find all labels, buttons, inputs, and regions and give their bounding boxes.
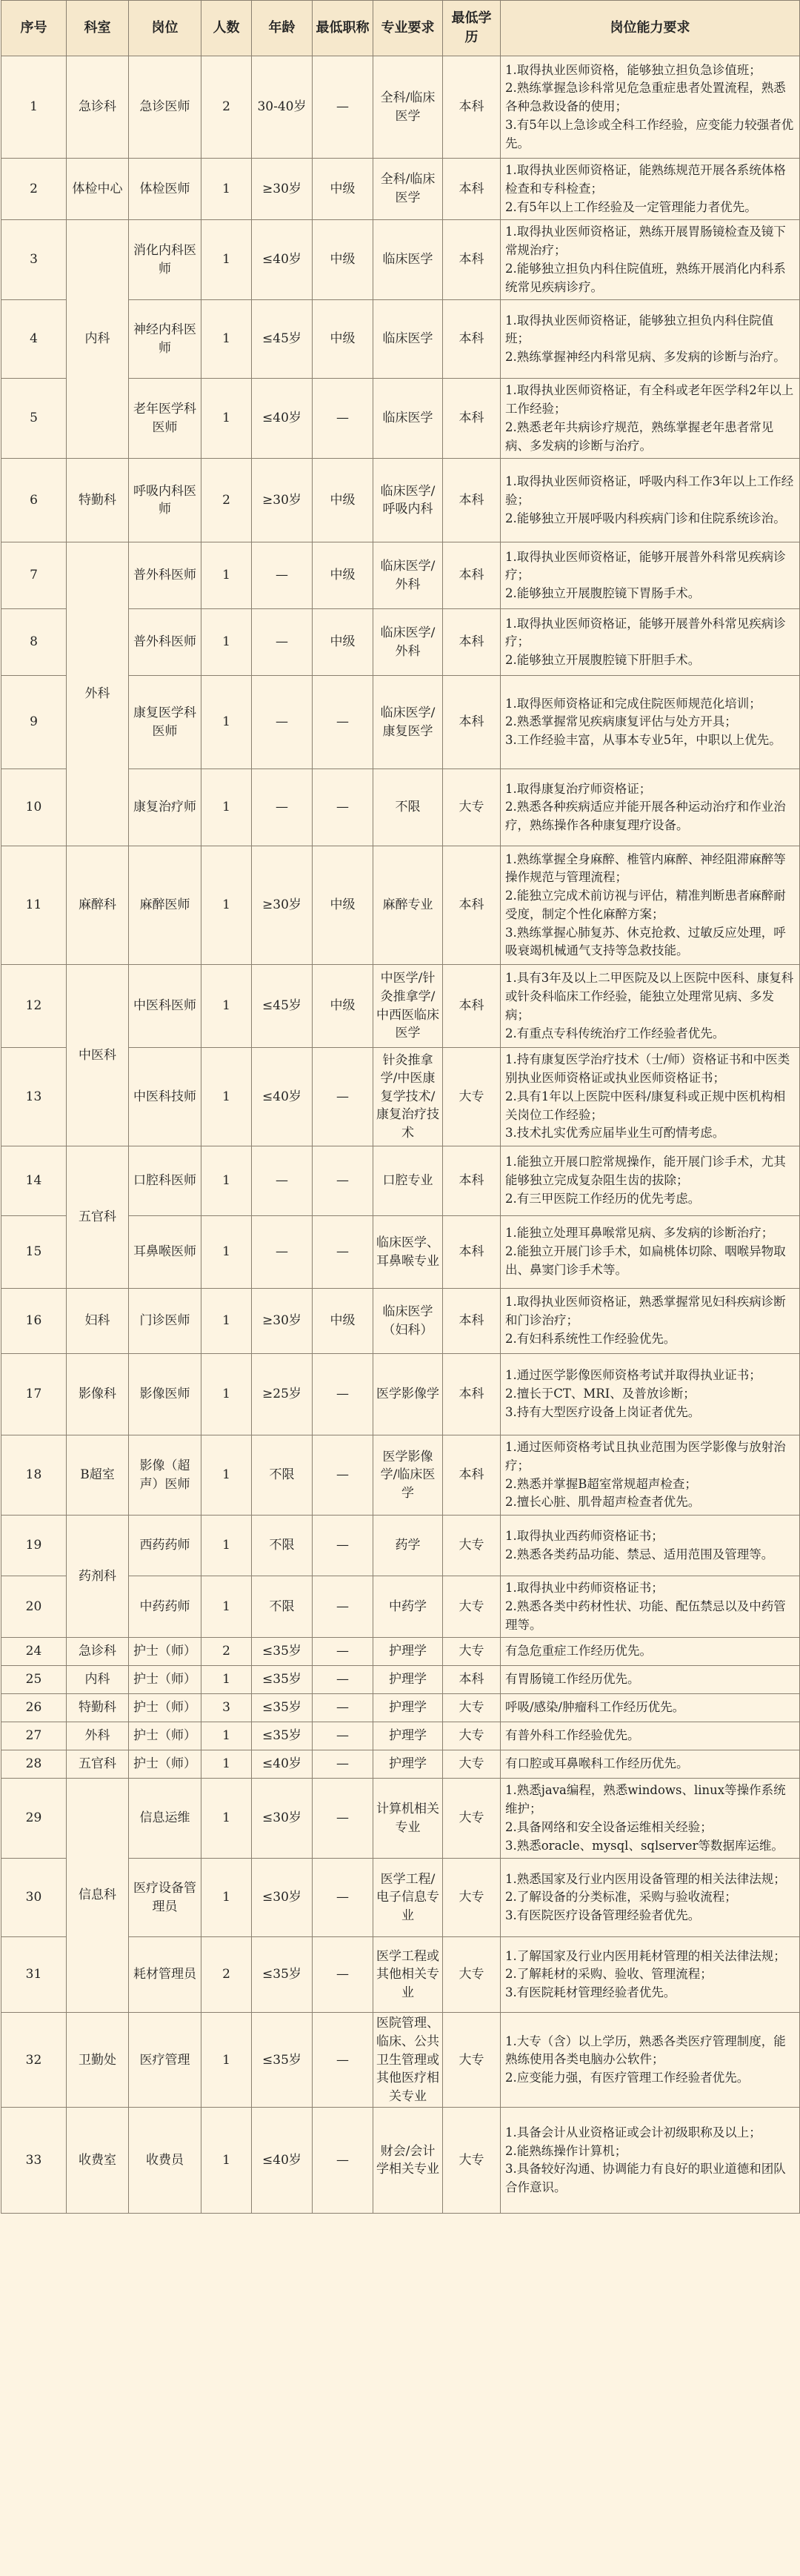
table-row (1, 1354, 800, 1435)
table-row (1, 1435, 800, 1516)
cell-major: 护理学 (373, 1750, 443, 1779)
cell-age: ≤45岁 (252, 300, 313, 379)
cell-age: ≤35岁 (252, 1666, 313, 1694)
cell-no: 18 (1, 1435, 67, 1516)
cell-requirements: 有胃肠镜工作经历优先。 (501, 1666, 800, 1694)
cell-requirements: 1.取得康复治疗师资格证； 2.熟悉各种疾病适应并能开展各种运动治疗和作业治疗，熟练操作各种康复理疗设备。 (501, 769, 800, 846)
cell-edu: 大专 (443, 1859, 501, 1937)
cell-post: 护士（师） (129, 1666, 201, 1694)
cell-requirements: 1.了解国家及行业内医用耗材管理的相关法律法规； 2.了解耗材的采购、验收、管理流程； 3.有医院耗材管理经验者优先。 (501, 1937, 800, 2013)
cell-title: — (313, 1576, 373, 1638)
cell-post: 急诊医师 (129, 56, 201, 159)
cell-edu: 本科 (443, 56, 501, 159)
cell-age: ≤40岁 (252, 379, 313, 459)
cell-age: ≤40岁 (252, 1048, 313, 1146)
cell-edu: 大专 (443, 1516, 501, 1576)
cell-dept: 外科 (67, 542, 129, 846)
cell-dept: 药剂科 (67, 1516, 129, 1638)
cell-edu: 本科 (443, 159, 501, 220)
table-row (1, 159, 800, 220)
cell-age: ≤30岁 (252, 1859, 313, 1937)
cell-count: 2 (201, 56, 252, 159)
cell-count: 1 (201, 676, 252, 769)
cell-no: 5 (1, 379, 67, 459)
cell-count: 1 (201, 1779, 252, 1859)
cell-major: 全科/临床医学 (373, 159, 443, 220)
cell-age: ≤30岁 (252, 1779, 313, 1859)
cell-requirements: 1.熟悉java编程，熟悉windows、linux等操作系统维护； 2.具备网络和安全设备运维相关经验； 3.熟悉oracle、mysql、sqlserver等数据库运维。 (501, 1779, 800, 1859)
cell-count: 1 (201, 542, 252, 609)
table-header (1, 1, 800, 56)
cell-title: — (313, 56, 373, 159)
cell-count: 1 (201, 159, 252, 220)
cell-major: 口腔专业 (373, 1146, 443, 1216)
cell-no: 12 (1, 965, 67, 1048)
cell-no: 8 (1, 609, 67, 676)
cell-dept: 收费室 (67, 2108, 129, 2214)
cell-no: 27 (1, 1722, 67, 1750)
cell-title: — (313, 1937, 373, 2013)
cell-edu: 大专 (443, 769, 501, 846)
cell-edu: 大专 (443, 1048, 501, 1146)
cell-major: 针灸推拿学/中医康复学技术/康复治疗技术 (373, 1048, 443, 1146)
cell-edu: 本科 (443, 1216, 501, 1289)
cell-age: ≤35岁 (252, 1937, 313, 2013)
cell-post: 呼吸内科医师 (129, 459, 201, 542)
cell-major: 中医学/针灸推拿学/中西医临床医学 (373, 965, 443, 1048)
cell-age: ≤40岁 (252, 1750, 313, 1779)
cell-dept: 中医科 (67, 965, 129, 1146)
cell-count: 1 (201, 300, 252, 379)
cell-requirements: 有普外科工作经验优先。 (501, 1722, 800, 1750)
cell-age: — (252, 769, 313, 846)
cell-dept: 麻醉科 (67, 846, 129, 965)
cell-title: — (313, 1722, 373, 1750)
cell-count: 1 (201, 379, 252, 459)
cell-edu: 本科 (443, 220, 501, 300)
cell-count: 1 (201, 609, 252, 676)
cell-dept: B超室 (67, 1435, 129, 1516)
table-row (1, 1638, 800, 1666)
cell-no: 16 (1, 1289, 67, 1354)
cell-requirements: 有口腔或耳鼻喉科工作经历优先。 (501, 1750, 800, 1779)
cell-major: 护理学 (373, 1722, 443, 1750)
cell-dept: 妇科 (67, 1289, 129, 1354)
cell-title: — (313, 1216, 373, 1289)
cell-edu: 本科 (443, 1146, 501, 1216)
cell-no: 30 (1, 1859, 67, 1937)
table-row (1, 542, 800, 609)
header-major: 专业要求 (373, 1, 443, 56)
cell-requirements: 1.大专（含）以上学历，熟悉各类医疗管理制度，能熟练使用各类电脑办公软件； 2.应变能力强，有医疗管理工作经验者优先。 (501, 2013, 800, 2108)
recruitment-table (1, 0, 800, 2214)
header-title: 最低职称 (313, 1, 373, 56)
header-requirements: 岗位能力要求 (501, 1, 800, 56)
header-no: 序号 (1, 1, 67, 56)
cell-edu: 本科 (443, 609, 501, 676)
cell-major: 中药学 (373, 1576, 443, 1638)
table-row (1, 1146, 800, 1216)
cell-post: 信息运维 (129, 1779, 201, 1859)
cell-requirements: 1.取得执业西药师资格证书； 2.熟悉各类药品功能、禁忌、适用范围及管理等。 (501, 1516, 800, 1576)
cell-no: 11 (1, 846, 67, 965)
cell-count: 1 (201, 769, 252, 846)
cell-count: 1 (201, 1048, 252, 1146)
cell-title: 中级 (313, 846, 373, 965)
cell-major: 护理学 (373, 1666, 443, 1694)
cell-requirements: 1.取得执业医师资格证，能够开展普外科常见疾病诊疗； 2.能够独立开展腹腔镜下肝胆手术。 (501, 609, 800, 676)
cell-edu: 大专 (443, 1722, 501, 1750)
cell-requirements: 1.取得执业医师资格证，能熟练规范开展各系统体格检查和专科检查； 2.有5年以上工作经验及一定管理能力者优先。 (501, 159, 800, 220)
cell-edu: 本科 (443, 1289, 501, 1354)
table-row (1, 459, 800, 542)
cell-dept: 五官科 (67, 1146, 129, 1289)
cell-no: 3 (1, 220, 67, 300)
cell-count: 1 (201, 1576, 252, 1638)
cell-title: — (313, 1048, 373, 1146)
cell-requirements: 1.取得执业医师资格证，能够独立担负内科住院值班； 2.熟练掌握神经内科常见病、多发病的诊断与治疗。 (501, 300, 800, 379)
cell-requirements: 有急危重症工作经历优先。 (501, 1638, 800, 1666)
cell-count: 2 (201, 459, 252, 542)
cell-no: 9 (1, 676, 67, 769)
cell-no: 29 (1, 1779, 67, 1859)
cell-post: 耗材管理员 (129, 1937, 201, 2013)
cell-edu: 本科 (443, 1354, 501, 1435)
cell-age: — (252, 1146, 313, 1216)
cell-requirements: 1.能独立处理耳鼻喉常见病、多发病的诊断治疗； 2.能独立开展门诊手术，如扁桃体切除、咽喉异物取出、鼻窦门诊手术等。 (501, 1216, 800, 1289)
cell-dept: 体检中心 (67, 159, 129, 220)
cell-dept: 信息科 (67, 1779, 129, 2013)
cell-major: 药学 (373, 1516, 443, 1576)
cell-title: — (313, 1516, 373, 1576)
header-edu: 最低学历 (443, 1, 501, 56)
cell-post: 西药药师 (129, 1516, 201, 1576)
cell-edu: 本科 (443, 846, 501, 965)
cell-requirements: 1.取得执业医师资格证，熟练开展胃肠镜检查及镜下常规治疗； 2.能够独立担负内科住院值班，熟练开展消化内科系统常见疾病诊疗。 (501, 220, 800, 300)
cell-post: 普外科医师 (129, 609, 201, 676)
cell-count: 2 (201, 1638, 252, 1666)
cell-post: 中药药师 (129, 1576, 201, 1638)
cell-title: — (313, 1435, 373, 1516)
cell-post: 医疗管理 (129, 2013, 201, 2108)
cell-edu: 本科 (443, 379, 501, 459)
cell-requirements: 1.取得执业医师资格证，熟悉掌握常见妇科疾病诊断和门诊治疗； 2.有妇科系统性工作经验优先。 (501, 1289, 800, 1354)
cell-title: — (313, 1694, 373, 1722)
cell-count: 1 (201, 1289, 252, 1354)
cell-requirements: 1.取得执业医师资格证，能够开展普外科常见疾病诊疗； 2.能够独立开展腹腔镜下胃肠手术。 (501, 542, 800, 609)
table-row (1, 56, 800, 159)
cell-requirements: 1.通过医师资格考试且执业范围为医学影像与放射治疗； 2.熟悉并掌握B超室常规超声检查； 2.擅长心脏、肌骨超声检查者优先。 (501, 1435, 800, 1516)
cell-edu: 大专 (443, 1779, 501, 1859)
cell-age: — (252, 1216, 313, 1289)
cell-dept: 五官科 (67, 1750, 129, 1779)
cell-count: 1 (201, 1216, 252, 1289)
cell-no: 17 (1, 1354, 67, 1435)
cell-post: 体检医师 (129, 159, 201, 220)
cell-edu: 本科 (443, 300, 501, 379)
cell-title: 中级 (313, 159, 373, 220)
cell-post: 中医科医师 (129, 965, 201, 1048)
cell-post: 口腔科医师 (129, 1146, 201, 1216)
cell-title: — (313, 676, 373, 769)
cell-count: 1 (201, 1354, 252, 1435)
cell-post: 康复医学科医师 (129, 676, 201, 769)
cell-major: 医学影像学/临床医学 (373, 1435, 443, 1516)
table-row (1, 1666, 800, 1694)
table-row (1, 965, 800, 1048)
cell-major: 临床医学 (373, 220, 443, 300)
cell-requirements: 1.通过医学影像医师资格考试并取得执业证书； 2.擅长于CT、MRI、及普放诊断； 3.持有大型医疗设备上岗证者优先。 (501, 1354, 800, 1435)
cell-age: ≥30岁 (252, 846, 313, 965)
cell-no: 26 (1, 1694, 67, 1722)
cell-title: — (313, 769, 373, 846)
cell-requirements: 1.熟悉国家及行业内医用设备管理的相关法律法规； 2.了解设备的分类标准，采购与验收流程； 3.有医院医疗设备管理经验者优先。 (501, 1859, 800, 1937)
cell-major: 计算机相关专业 (373, 1779, 443, 1859)
cell-major: 护理学 (373, 1694, 443, 1722)
cell-requirements: 1.取得执业医师资格，能够独立担负急诊值班； 2.熟练掌握急诊科常见危急重症患者处置流程，熟悉各种急救设备的使用； 3.有5年以上急诊或全科工作经验，应变能力较强者优先。 (501, 56, 800, 159)
cell-age: ≥30岁 (252, 159, 313, 220)
cell-dept: 影像科 (67, 1354, 129, 1435)
cell-edu: 本科 (443, 1666, 501, 1694)
cell-post: 门诊医师 (129, 1289, 201, 1354)
cell-title: 中级 (313, 459, 373, 542)
table-row (1, 2013, 800, 2108)
cell-requirements: 1.具有3年及以上二甲医院及以上医院中医科、康复科或针灸科临床工作经验，能独立处理常见病、多发病； 2.有重点专科传统治疗工作经验者优先。 (501, 965, 800, 1048)
cell-edu: 本科 (443, 542, 501, 609)
cell-major: 护理学 (373, 1638, 443, 1666)
cell-major: 医学工程或其他相关专业 (373, 1937, 443, 2013)
cell-major: 临床医学/外科 (373, 542, 443, 609)
cell-requirements: 1.具备会计从业资格证或会计初级职称及以上； 2.能熟练操作计算机； 3.具备较好沟通、协调能力有良好的职业道德和团队合作意识。 (501, 2108, 800, 2214)
cell-requirements: 1.熟练掌握全身麻醉、椎管内麻醉、神经阻滞麻醉等操作规范与管理流程； 2.能独立完成术前访视与评估，精准判断患者麻醉耐受度，制定个性化麻醉方案； 3.熟练掌握心肺复苏、休克抢救、过敏反应处理，呼吸衰竭机械通气支持等急救技能。 (501, 846, 800, 965)
cell-no: 31 (1, 1937, 67, 2013)
cell-age: — (252, 676, 313, 769)
cell-count: 1 (201, 965, 252, 1048)
cell-count: 1 (201, 1722, 252, 1750)
cell-major: 财会/会计学相关专业 (373, 2108, 443, 2214)
header-post: 岗位 (129, 1, 201, 56)
cell-count: 1 (201, 220, 252, 300)
cell-post: 医疗设备管理员 (129, 1859, 201, 1937)
cell-post: 康复治疗师 (129, 769, 201, 846)
table-row (1, 2108, 800, 2214)
cell-title: 中级 (313, 542, 373, 609)
cell-edu: 大专 (443, 1638, 501, 1666)
cell-requirements: 1.取得医师资格证和完成住院医师规范化培训； 2.熟悉掌握常见疾病康复评估与处方开具； 3.工作经验丰富，从事本专业5年，中职以上优先。 (501, 676, 800, 769)
cell-post: 护士（师） (129, 1638, 201, 1666)
cell-age: 30-40岁 (252, 56, 313, 159)
cell-no: 1 (1, 56, 67, 159)
cell-post: 普外科医师 (129, 542, 201, 609)
cell-dept: 特勤科 (67, 1694, 129, 1722)
cell-no: 14 (1, 1146, 67, 1216)
cell-edu: 大专 (443, 1937, 501, 2013)
cell-no: 6 (1, 459, 67, 542)
cell-title: — (313, 1859, 373, 1937)
cell-edu: 大专 (443, 1576, 501, 1638)
cell-count: 1 (201, 846, 252, 965)
cell-title: 中级 (313, 965, 373, 1048)
cell-major: 医院管理、临床、公共卫生管理或其他医疗相关专业 (373, 2013, 443, 2108)
cell-title: — (313, 1779, 373, 1859)
cell-post: 护士（师） (129, 1750, 201, 1779)
cell-requirements: 1.能独立开展口腔常规操作，能开展门诊手术，尤其能够独立完成复杂阻生齿的拔除； 2.有三甲医院工作经历的优先考虑。 (501, 1146, 800, 1216)
table-row (1, 1722, 800, 1750)
cell-post: 影像（超声）医师 (129, 1435, 201, 1516)
cell-title: 中级 (313, 220, 373, 300)
cell-major: 麻醉专业 (373, 846, 443, 965)
table-row (1, 220, 800, 300)
cell-title: 中级 (313, 1289, 373, 1354)
cell-major: 临床医学/呼吸内科 (373, 459, 443, 542)
cell-dept: 急诊科 (67, 56, 129, 159)
cell-major: 不限 (373, 769, 443, 846)
cell-no: 33 (1, 2108, 67, 2214)
cell-age: ≥30岁 (252, 459, 313, 542)
cell-edu: 大专 (443, 2108, 501, 2214)
cell-no: 7 (1, 542, 67, 609)
cell-count: 1 (201, 1516, 252, 1576)
cell-dept: 特勤科 (67, 459, 129, 542)
header-age: 年龄 (252, 1, 313, 56)
cell-title: — (313, 1750, 373, 1779)
cell-major: 临床医学（妇科） (373, 1289, 443, 1354)
cell-post: 老年医学科医师 (129, 379, 201, 459)
cell-dept: 内科 (67, 1666, 129, 1694)
cell-title: — (313, 2013, 373, 2108)
cell-major: 临床医学/康复医学 (373, 676, 443, 769)
cell-age: ≤45岁 (252, 965, 313, 1048)
cell-requirements: 1.取得执业中药师资格证书； 2.熟悉各类中药材性状、功能、配伍禁忌以及中药管理等。 (501, 1576, 800, 1638)
cell-count: 1 (201, 1666, 252, 1694)
cell-title: — (313, 379, 373, 459)
cell-title: — (313, 1146, 373, 1216)
cell-age: ≤35岁 (252, 1722, 313, 1750)
cell-age: 不限 (252, 1576, 313, 1638)
cell-no: 19 (1, 1516, 67, 1576)
cell-count: 3 (201, 1694, 252, 1722)
table-row (1, 1289, 800, 1354)
cell-no: 24 (1, 1638, 67, 1666)
cell-title: 中级 (313, 300, 373, 379)
cell-dept: 内科 (67, 220, 129, 459)
cell-edu: 本科 (443, 459, 501, 542)
cell-dept: 急诊科 (67, 1638, 129, 1666)
cell-age: — (252, 609, 313, 676)
cell-post: 神经内科医师 (129, 300, 201, 379)
header-count: 人数 (201, 1, 252, 56)
cell-age: ≤40岁 (252, 220, 313, 300)
cell-no: 10 (1, 769, 67, 846)
cell-dept: 卫勤处 (67, 2013, 129, 2108)
cell-major: 临床医学 (373, 379, 443, 459)
cell-post: 中医科技师 (129, 1048, 201, 1146)
cell-major: 临床医学 (373, 300, 443, 379)
cell-title: — (313, 1666, 373, 1694)
cell-no: 32 (1, 2013, 67, 2108)
cell-edu: 本科 (443, 676, 501, 769)
header-dept: 科室 (67, 1, 129, 56)
cell-post: 护士（师） (129, 1694, 201, 1722)
cell-major: 临床医学/外科 (373, 609, 443, 676)
cell-no: 2 (1, 159, 67, 220)
cell-major: 临床医学、耳鼻喉专业 (373, 1216, 443, 1289)
table-row (1, 1779, 800, 1859)
cell-post: 影像医师 (129, 1354, 201, 1435)
cell-post: 护士（师） (129, 1722, 201, 1750)
cell-no: 28 (1, 1750, 67, 1779)
cell-count: 1 (201, 1146, 252, 1216)
cell-title: — (313, 2108, 373, 2214)
cell-age: 不限 (252, 1516, 313, 1576)
cell-requirements: 1.取得执业医师资格证，有全科或老年医学科2年以上工作经验； 2.熟悉老年共病诊疗规范，熟练掌握老年患者常见病、多发病的诊断与治疗。 (501, 379, 800, 459)
cell-age: 不限 (252, 1435, 313, 1516)
cell-post: 消化内科医师 (129, 220, 201, 300)
cell-post: 收费员 (129, 2108, 201, 2214)
cell-major: 医学工程/电子信息专业 (373, 1859, 443, 1937)
cell-edu: 大专 (443, 1750, 501, 1779)
cell-count: 1 (201, 1435, 252, 1516)
cell-age: ≤35岁 (252, 2013, 313, 2108)
cell-title: — (313, 1354, 373, 1435)
cell-edu: 大专 (443, 2013, 501, 2108)
cell-post: 麻醉医师 (129, 846, 201, 965)
cell-age: ≤40岁 (252, 2108, 313, 2214)
cell-no: 25 (1, 1666, 67, 1694)
cell-no: 20 (1, 1576, 67, 1638)
cell-edu: 本科 (443, 965, 501, 1048)
cell-edu: 本科 (443, 1435, 501, 1516)
cell-requirements: 1.持有康复医学治疗技术（士/师）资格证书和中医类别执业医师资格证或执业医师资格证书； 2.具有1年以上医院中医科/康复科或正规中医机构相关岗位工作经验； 3.技术扎实优秀应届毕业生可酌情考虑。 (501, 1048, 800, 1146)
cell-major: 全科/临床医学 (373, 56, 443, 159)
cell-age: ≤35岁 (252, 1638, 313, 1666)
cell-post: 耳鼻喉医师 (129, 1216, 201, 1289)
cell-no: 4 (1, 300, 67, 379)
table-row (1, 1750, 800, 1779)
cell-age: ≤35岁 (252, 1694, 313, 1722)
cell-count: 1 (201, 1750, 252, 1779)
cell-count: 1 (201, 1859, 252, 1937)
cell-title: 中级 (313, 609, 373, 676)
cell-dept: 外科 (67, 1722, 129, 1750)
cell-requirements: 1.取得执业医师资格证，呼吸内科工作3年以上工作经验； 2.能够独立开展呼吸内科疾病门诊和住院系统诊治。 (501, 459, 800, 542)
cell-age: — (252, 542, 313, 609)
cell-edu: 大专 (443, 1694, 501, 1722)
cell-count: 1 (201, 2013, 252, 2108)
table-row (1, 1694, 800, 1722)
cell-count: 2 (201, 1937, 252, 2013)
table-row (1, 846, 800, 965)
cell-age: ≥25岁 (252, 1354, 313, 1435)
cell-title: — (313, 1638, 373, 1666)
cell-no: 13 (1, 1048, 67, 1146)
cell-requirements: 呼吸/感染/肿瘤科工作经历优先。 (501, 1694, 800, 1722)
cell-count: 1 (201, 2108, 252, 2214)
cell-no: 15 (1, 1216, 67, 1289)
cell-major: 医学影像学 (373, 1354, 443, 1435)
cell-age: ≥30岁 (252, 1289, 313, 1354)
table-row (1, 1516, 800, 1576)
table-body (1, 56, 800, 2214)
